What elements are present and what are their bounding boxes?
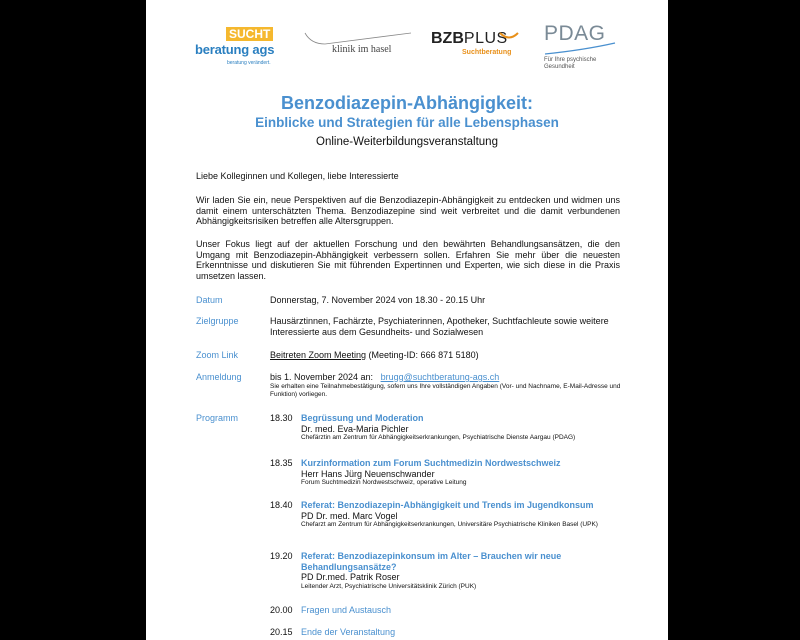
value-anmeldung	[270, 372, 630, 399]
logo-bzb-sub: Suchtberatung	[462, 49, 512, 56]
program-time: 18.30	[270, 413, 293, 423]
label-zielgruppe: Zielgruppe	[196, 316, 239, 326]
anmeldung-email-link[interactable]: brugg@suchtberatung-ags.ch	[380, 372, 500, 382]
document-page	[146, 0, 668, 640]
anmeldung-note: Sie erhalten eine Teilnahmebestätigung, sofern uns Ihre vollständigen Angaben (Vor- und Nachname, E-Mail-Adresse und Funktion) vorliegen.	[270, 382, 621, 398]
program-time: 19.20	[270, 551, 293, 561]
program-item	[301, 551, 631, 591]
program-title: Referat: Benzodiazepin-Abhängigkeit und Trends im Jugendkonsum	[301, 500, 594, 510]
logo-klinik-text: klinik im hasel	[332, 44, 392, 55]
logo-sucht-main: beratung ags	[195, 42, 275, 57]
label-programm: Programm	[196, 413, 239, 423]
program-time: 20.15	[270, 627, 293, 637]
page-title: Benzodiazepin-Abhängigkeit:	[281, 93, 533, 113]
zoom-meeting-id: (Meeting-ID: 666 871 5180)	[366, 350, 479, 360]
label-anmeldung: Anmeldung	[196, 372, 242, 382]
program-speaker: PD Dr.med. Patrik Roser	[301, 572, 400, 582]
program-title: Ende der Veranstaltung	[301, 627, 396, 637]
program-time: 18.35	[270, 458, 293, 468]
anmeldung-prefix: bis 1. November 2024 an:	[270, 372, 374, 382]
logo-pdag-sub: Für Ihre psychische Gesundheit	[544, 57, 597, 70]
intro-paragraph-1: Wir laden Sie ein, neue Perspektiven auf die Benzodiazepin-Abhängigkeit zu entdecken und widmen uns damit einem unterschätzten Thema. Benzodiazepine sind weit verbreitet und die damit verbundenen Abhängigkeitsrisiken betreffen alle Altersgruppen.	[196, 195, 620, 226]
program-title: Begrüssung und Moderation	[301, 413, 424, 423]
zoom-meeting-link[interactable]: Beitreten Zoom Meeting	[270, 350, 367, 360]
logo-bzb-main: BZB	[431, 30, 464, 47]
intro-paragraph-2: Unser Fokus liegt auf der aktuellen Forschung und den bewährten Behandlungsansätzen, die den Umgang mit Benzodiazepin-Abhängigkeit verbessern sollen. Erfahren Sie mehr über die neuesten Erkenntnisse und diskutieren Sie mit führenden Expertinnen und Experten, wie sich diese in die Praxis umsetzen lassen.	[196, 239, 620, 281]
program-title: Kurzinformation zum Forum Suchtmedizin Nordwestschweiz	[301, 458, 561, 468]
program-time: 18.40	[270, 500, 293, 510]
program-speaker: Dr. med. Eva-Maria Pichler	[301, 423, 409, 434]
bzb-arc-icon	[497, 24, 521, 40]
value-zielgruppe: Hausärztinnen, Fachärzte, Psychiaterinnen, Apotheker, Suchtfachleute sowie weitere Interessierte aus dem Gesundheits- und Sozialwesen	[270, 316, 609, 337]
logo-sucht-badge: SUCHT	[226, 27, 273, 41]
label-datum: Datum	[196, 295, 223, 305]
program-item	[301, 605, 631, 616]
program-time: 20.00	[270, 605, 293, 615]
logo-bzb-plus-text: PLUS	[463, 30, 508, 47]
program-item	[301, 500, 631, 529]
label-zoom-link: Zoom Link	[196, 350, 239, 360]
program-title: Fragen und Austausch	[301, 605, 392, 615]
program-item	[301, 413, 631, 442]
pdag-swoosh-icon	[544, 42, 616, 56]
program-affiliation: Chefarzt am Zentrum für Abhängigkeitserkrankungen, Universitäre Psychiatrische Kliniken Basel (UPK)	[301, 521, 598, 528]
value-datum: Donnerstag, 7. November 2024 von 18.30 - 20.15 Uhr	[270, 295, 486, 305]
logo-pdag-main: PDAG	[544, 22, 606, 45]
program-item	[301, 458, 631, 487]
program-speaker: PD Dr. med. Marc Vogel	[301, 510, 398, 521]
salutation: Liebe Kolleginnen und Kollegen, liebe Interessierte	[196, 171, 399, 181]
logo-sucht-tagline: beratung verändert.	[227, 60, 271, 66]
program-affiliation: Forum Suchtmedizin Nordwestschweiz, operative Leitung	[301, 479, 467, 486]
program-affiliation: Chefärztin am Zentrum für Abhängigkeitserkrankungen, Psychiatrische Dienste Aargau (PDAG)	[301, 434, 576, 441]
program-title: Referat: Benzodiazepinkonsum im Alter – Brauchen wir neue Behandlungsansätze?	[301, 551, 562, 572]
program-speaker: Herr Hans Jürg Neuenschwander	[301, 468, 435, 479]
event-type: Online-Weiterbildungsveranstaltung	[316, 136, 498, 148]
program-affiliation: Leitender Arzt, Psychiatrische Universitätsklinik Zürich (PUK)	[301, 582, 477, 590]
page-subtitle: Einblicke und Strategien für alle Lebensphasen	[255, 115, 559, 130]
program-item	[301, 627, 631, 638]
value-zoom	[270, 350, 630, 361]
